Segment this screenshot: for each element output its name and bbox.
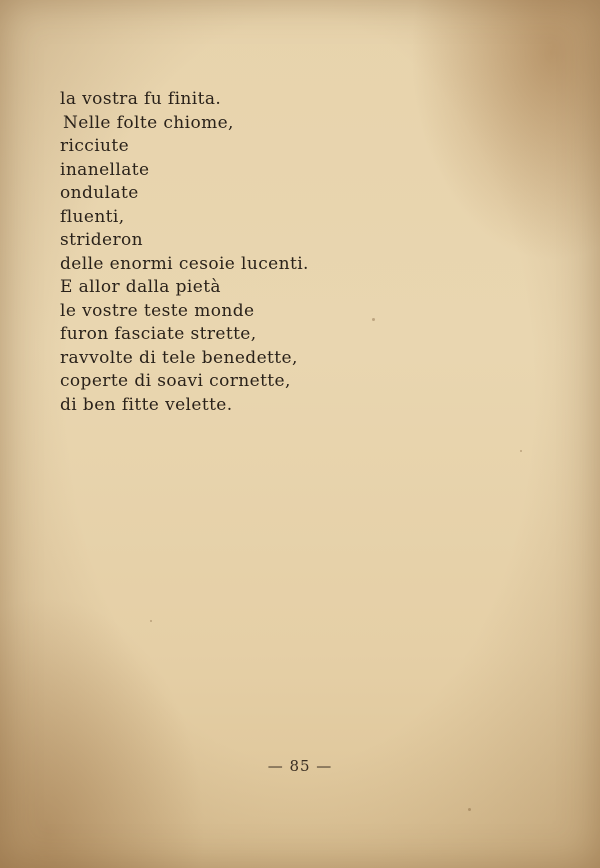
poem-line: strideron [60,230,143,250]
paper-speck [372,318,375,321]
poem-line: fluenti, [60,206,125,227]
poem-line: Nelle folte chiome, [63,112,234,133]
poem-line: la vostra fu finita. [60,89,222,109]
poem-line: furon fasciate strette, [60,324,257,344]
poem-text [60,88,309,417]
poem-line: ravvolte di tele benedette, [60,347,298,368]
paper-speck [520,450,522,452]
poem-line: E allor dalla pietà [60,277,221,297]
poem-line: ricciute [60,136,130,156]
page-number: — 85 — [267,757,333,775]
poem-line: le vostre teste monde [60,300,255,321]
poem-line: coperte di soavi cornette, [60,371,291,391]
poem-line: di ben fitte velette. [60,394,233,415]
paper-speck [468,808,471,811]
poem-line: delle enormi cesoie lucenti. [60,253,309,274]
poem-line: ondulate [60,183,139,203]
poem-line: inanellate [60,159,150,180]
paper-speck [150,620,152,622]
